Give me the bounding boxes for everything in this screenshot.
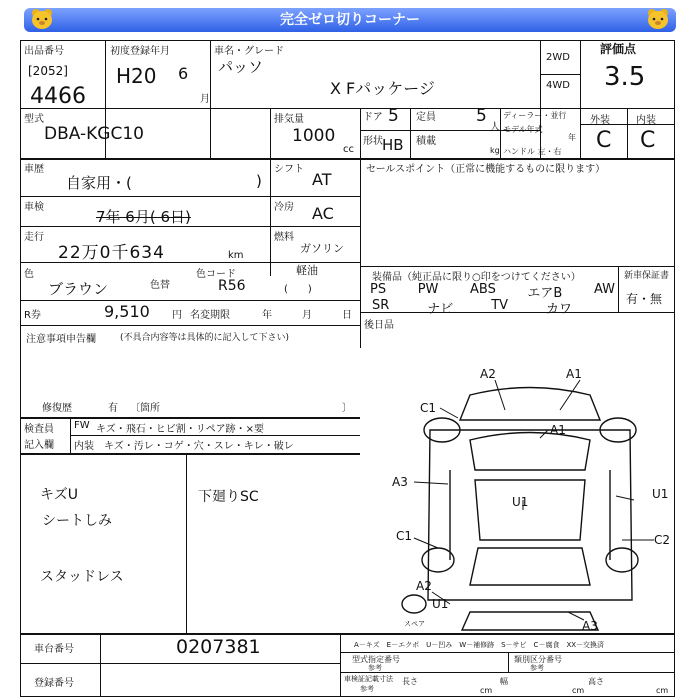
- color-label: 色: [24, 269, 34, 280]
- capacity: 5: [476, 106, 487, 126]
- first-reg-label: 初度登録年月: [110, 46, 170, 57]
- type-number-label: 型式指定番号: [352, 655, 400, 664]
- displacement-label: 排気量: [274, 114, 304, 125]
- color-code-label: 色コード: [196, 269, 236, 280]
- history-value: 自家用・(: [66, 174, 132, 192]
- interior-grade: C: [640, 128, 656, 153]
- color-value: ブラウン: [48, 280, 109, 298]
- chassis-label: 車台番号: [34, 644, 74, 655]
- inspector-row2-label: 内装: [74, 441, 94, 452]
- grade: X Fパッケージ: [330, 79, 435, 98]
- score: 3.5: [604, 62, 646, 92]
- damage-mark: A1: [550, 423, 566, 437]
- aircon: AC: [312, 204, 334, 223]
- fuel-label: 燃料: [274, 232, 294, 243]
- damage-mark: A3: [392, 475, 408, 489]
- inspector-label: 検査員: [24, 424, 54, 435]
- handnote-underbody: 下廻りSC: [198, 489, 259, 505]
- category-sub: 参考: [530, 664, 544, 672]
- damage-mark: U1: [512, 495, 529, 509]
- equip-ps: PS: [370, 282, 387, 297]
- lot-label: 出品番号: [24, 46, 64, 57]
- score-label: 評価点: [600, 42, 637, 56]
- handnote-scratch: キズU: [40, 487, 78, 503]
- damage-mark: C2: [654, 533, 671, 547]
- damage-legend: A－キズ E－エクボ U－凹み W－補修跡 S－サビ C－腐食 XX－交換済: [354, 641, 605, 649]
- shaken-label: 車検: [24, 202, 44, 213]
- damage-mark: U1: [652, 487, 669, 501]
- cert-height-unit: cm: [656, 686, 669, 695]
- fuel-diesel: 軽油: [296, 264, 318, 277]
- car-name-label: 車名・グレード: [214, 46, 284, 57]
- damage-mark: C1: [420, 401, 437, 415]
- color-change-label: 色替: [150, 280, 170, 291]
- model-label: 型式: [24, 114, 44, 125]
- reg-label: 登録番号: [34, 678, 74, 689]
- banner-title: 完全ゼロ切りコーナー: [280, 12, 420, 28]
- cert-height-label: 高さ: [588, 677, 604, 686]
- shift-label: シフト: [274, 164, 304, 175]
- r-value: 9,510: [104, 302, 150, 321]
- handnote-studless: スタッドレス: [40, 569, 124, 585]
- bear-mascot-icon: [644, 7, 672, 29]
- drive-4wd: 4WD: [546, 80, 570, 91]
- handle-label: ハンドル 左・右: [503, 147, 562, 156]
- equip-aw: AW: [593, 282, 615, 297]
- inspector-row1: キズ・飛石・ヒビ割・リペア跡・×要: [96, 424, 264, 435]
- bear-mascot-icon: [28, 7, 56, 29]
- meigi-year: 年: [262, 310, 272, 321]
- km-unit: km: [228, 250, 244, 261]
- capacity-label: 定員: [416, 112, 436, 123]
- category-label: 類別区分番号: [514, 655, 562, 664]
- history-close: ): [256, 172, 262, 190]
- damage-mark: A3: [582, 619, 598, 633]
- first-reg-month: 6: [178, 64, 189, 83]
- shaken-value: 7年 6月( 6日): [96, 208, 191, 226]
- cc-unit: cc: [343, 144, 354, 155]
- first-reg-era: H20: [116, 64, 157, 88]
- cert-length-unit: cm: [480, 686, 493, 695]
- body-label: 形状: [363, 136, 383, 147]
- banner: [24, 8, 676, 32]
- equip-leather: カワ: [545, 302, 572, 317]
- inspector-row2: キズ・汚レ・コゲ・穴・スレ・キレ・破レ: [104, 441, 294, 452]
- notes-sub: (不具合内容等は具体的に記入して下さい): [120, 333, 290, 343]
- meigi-month: 月: [302, 310, 312, 321]
- modelyear-label: モデル年式: [503, 125, 543, 134]
- fuel-gas: ガソリン: [300, 242, 344, 255]
- meigi-label: 名変期限: [190, 310, 230, 321]
- aircon-label: 冷房: [274, 202, 294, 213]
- shift: AT: [312, 170, 332, 189]
- equip-airbag: エアB: [527, 286, 563, 301]
- notes-label: 注意事項申告欄: [26, 334, 96, 345]
- lot-number: 4466: [30, 84, 86, 109]
- displacement: 1000: [292, 126, 336, 146]
- interior-label: 内装: [636, 115, 656, 126]
- history-label: 車歴: [24, 164, 44, 175]
- load-label: 積載: [416, 136, 436, 147]
- lot-prefix: [2052]: [28, 64, 68, 78]
- doors-label: ドア: [363, 112, 383, 123]
- color-code: R56: [218, 278, 246, 294]
- warranty-label: 新車保証書: [624, 271, 670, 281]
- cert-label: 車検証記載寸法: [344, 675, 393, 683]
- damage-mark: A2: [480, 367, 496, 381]
- body: HB: [382, 136, 404, 154]
- year-unit: 年: [568, 133, 576, 142]
- type-number-sub: 参考: [368, 664, 382, 672]
- equip-pw: PW: [417, 282, 439, 297]
- drive-2wd: 2WD: [546, 52, 570, 63]
- repair-close: 〕: [342, 403, 352, 414]
- person-unit: 人: [490, 122, 500, 133]
- equip-row2: [372, 298, 572, 317]
- damage-mark: C1: [396, 529, 413, 543]
- equip-navi: ナビ: [427, 302, 454, 317]
- inspector-sub: 記入欄: [24, 440, 54, 451]
- handnote-seat-stain: シートしみ: [42, 513, 112, 529]
- cert-length-label: 長さ: [402, 677, 418, 686]
- month-unit: 月: [200, 94, 210, 105]
- yen-unit: 円: [172, 310, 182, 321]
- sales-label: セールスポイント（正常に機能するものに限ります）: [366, 164, 606, 175]
- exterior-label: 外装: [590, 115, 610, 126]
- inspector-fw: FW: [74, 420, 90, 431]
- warranty-value: 有・無: [626, 292, 663, 306]
- chassis-value: 0207381: [176, 636, 261, 658]
- equip-sr: SR: [372, 298, 390, 313]
- repair-label: 修復歴: [42, 403, 72, 414]
- repair-value: 有: [108, 403, 118, 414]
- meigi-day: 日: [342, 310, 352, 321]
- rear-label: 後日品: [364, 320, 394, 331]
- kg-unit: kg: [490, 146, 500, 155]
- spare-label: スペア: [404, 620, 425, 628]
- damage-mark: A2: [416, 579, 432, 593]
- doors: 5: [388, 106, 399, 126]
- r-label: R券: [24, 310, 41, 321]
- dealer-label: ディーラー・並行: [503, 111, 567, 120]
- fuel-paren: ( ): [284, 284, 312, 295]
- cert-sub: 参考: [360, 685, 374, 693]
- repair-bracket: 〔箇所: [130, 403, 160, 414]
- exterior-grade: C: [596, 128, 612, 153]
- damage-mark: A1: [566, 367, 582, 381]
- equip-abs: ABS: [469, 282, 496, 297]
- car-name: パッソ: [218, 58, 264, 76]
- cert-width-label: 幅: [500, 677, 508, 686]
- cert-width-unit: cm: [572, 686, 585, 695]
- mileage-value: 22万0千634: [58, 243, 165, 263]
- damage-mark: U1: [432, 597, 449, 611]
- mileage-label: 走行: [24, 232, 44, 243]
- equip-label: 装備品（純正品に限り○印をつけてください）: [372, 272, 581, 283]
- model: DBA-KGC10: [44, 124, 144, 144]
- equip-tv: TV: [491, 298, 509, 313]
